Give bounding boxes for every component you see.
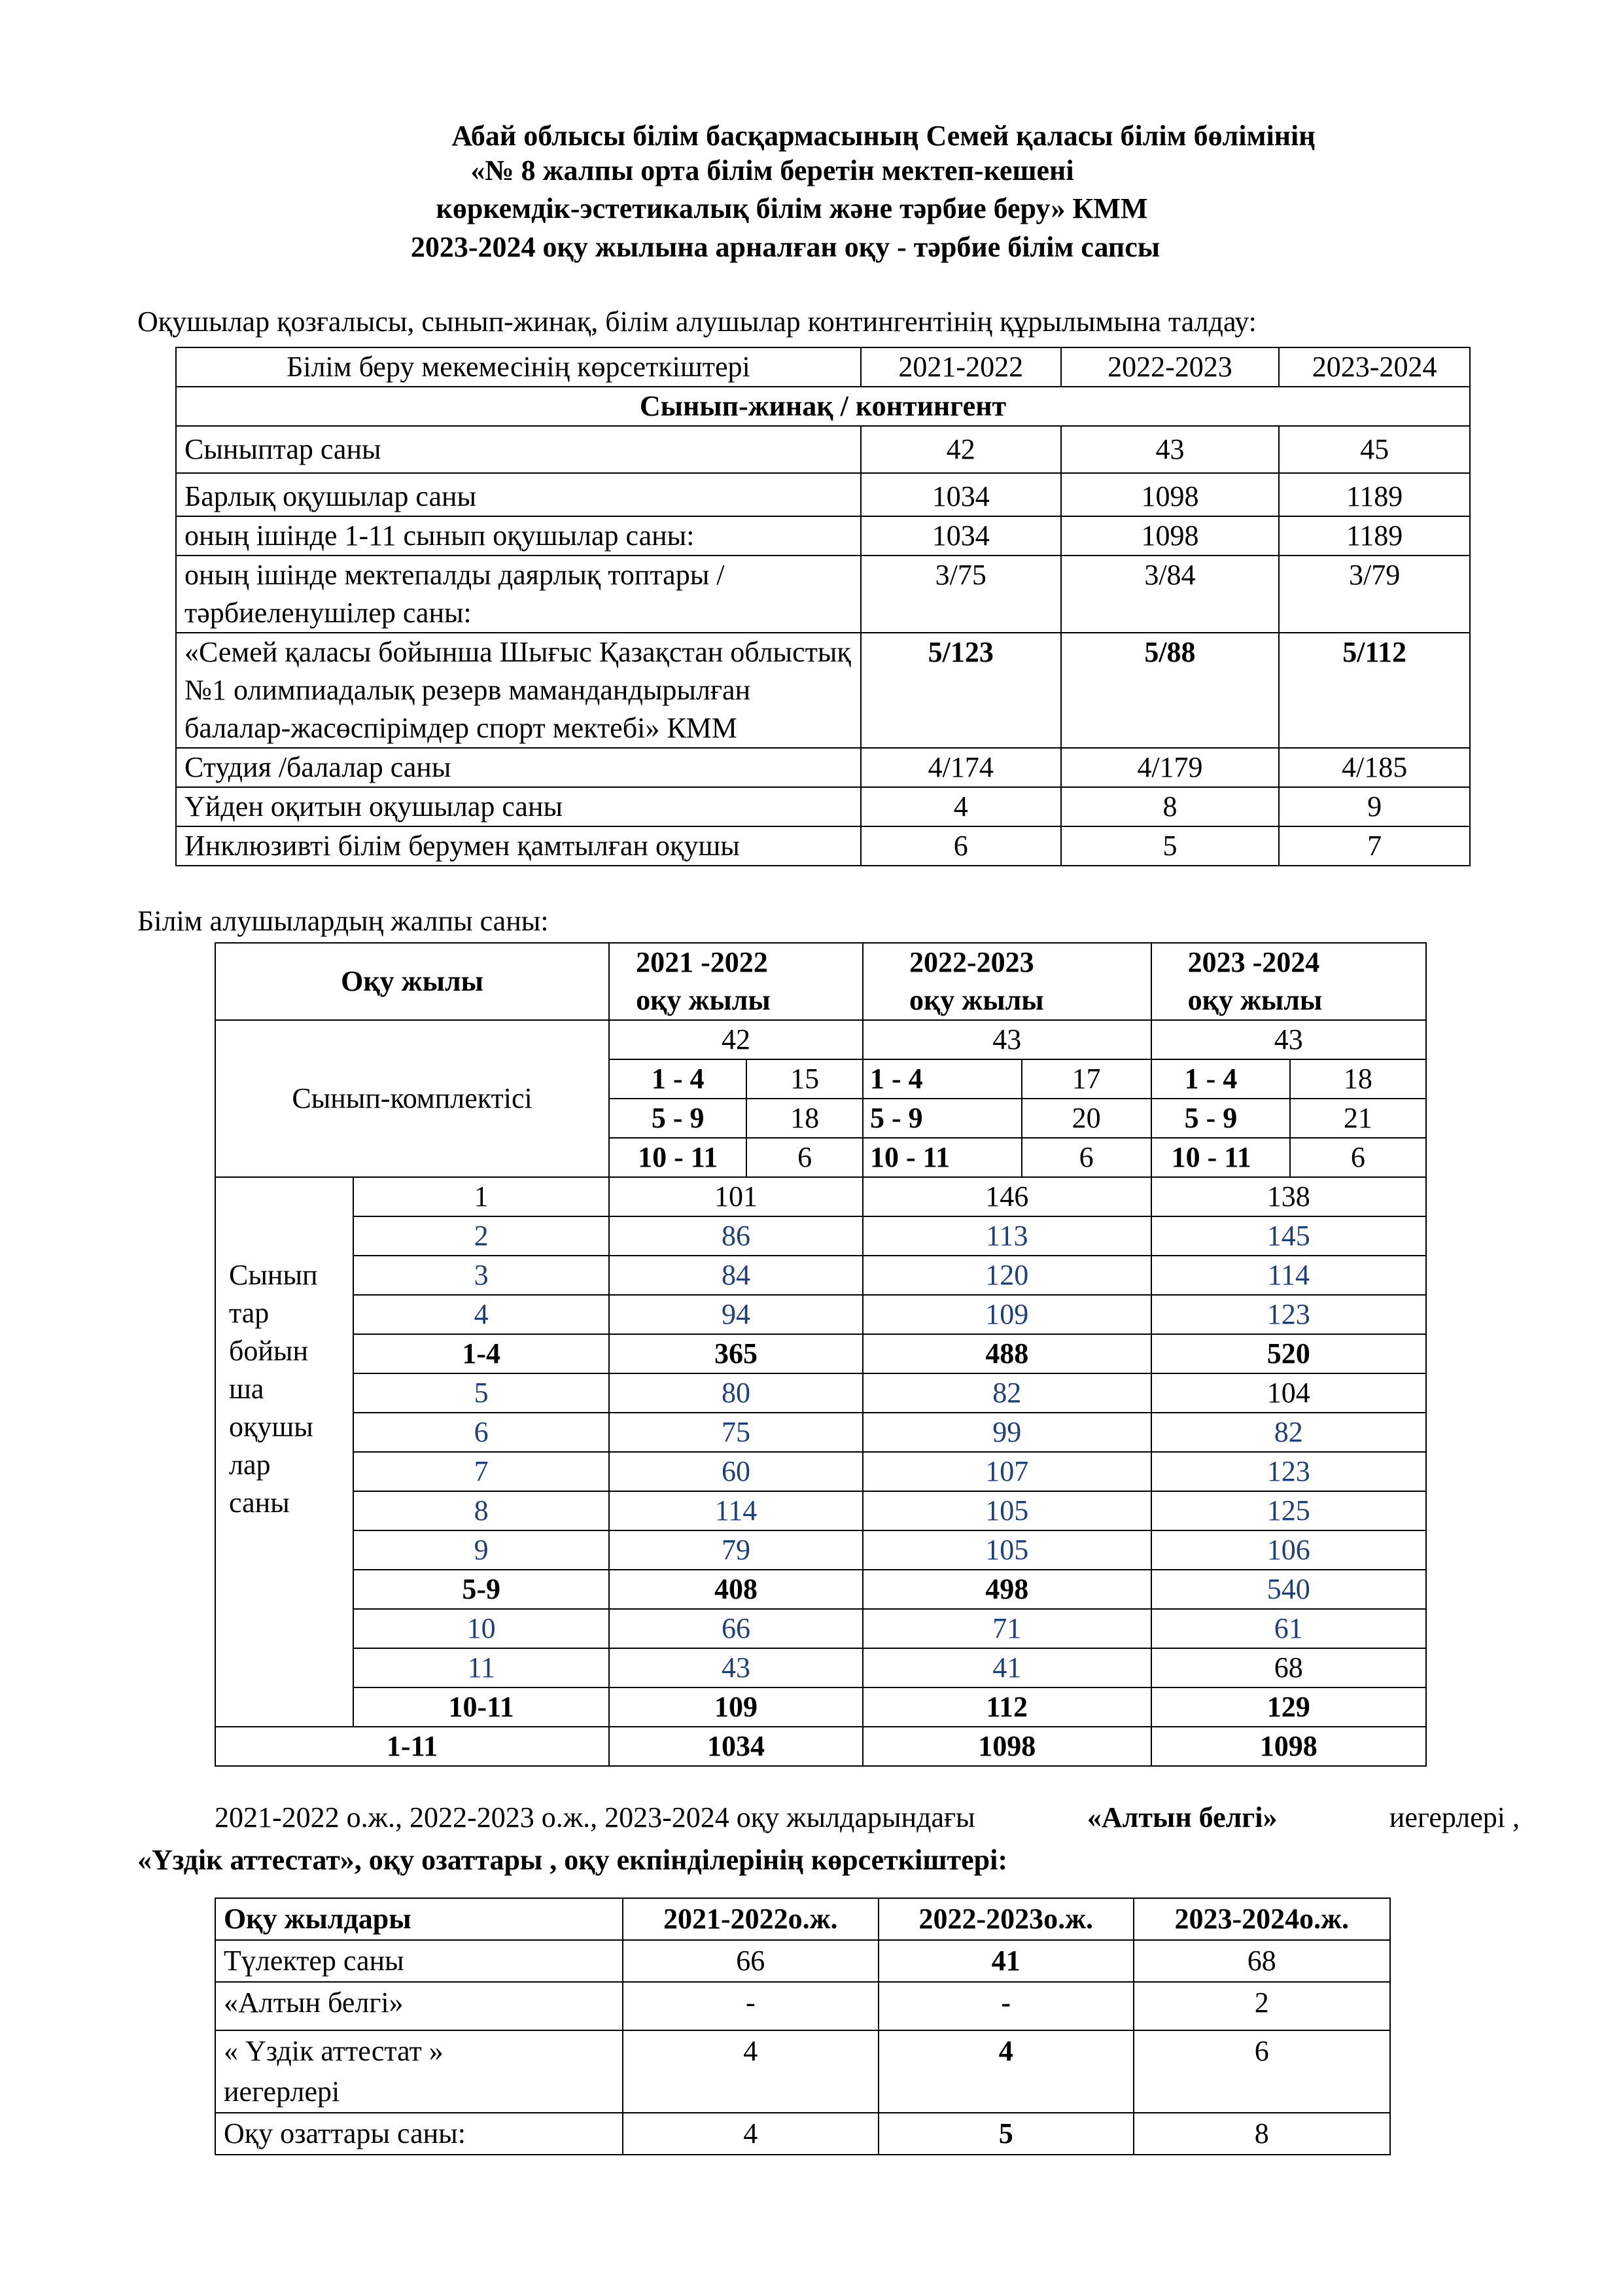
total-label: 1-11	[215, 1727, 609, 1766]
cell: 41	[879, 1940, 1133, 1982]
cell: 1098	[1061, 516, 1280, 556]
para-text: 2021-2022 о.ж., 2022-2023 о.ж., 2023-2024 оқу жылдарындағы	[215, 1801, 975, 1833]
year-sub: оқу жылы	[636, 984, 771, 1016]
cell: 61	[1151, 1609, 1426, 1648]
cell: 82	[1151, 1413, 1426, 1452]
grade-label: 9	[353, 1530, 609, 1570]
cell: 1 - 4	[863, 1059, 1022, 1099]
table-row	[215, 1256, 1426, 1295]
cell: 6	[861, 826, 1061, 866]
header-cell: Оқу жылы	[215, 943, 609, 1020]
cell: 10 - 11	[609, 1138, 746, 1177]
year-label: 2021 -2022	[636, 946, 768, 978]
table-row	[176, 473, 1470, 516]
table-row	[215, 1295, 1426, 1334]
cell: 1098	[1061, 473, 1280, 516]
table-row	[215, 1177, 1426, 1216]
cell: 101	[609, 1177, 863, 1216]
cell: 5 - 9	[1151, 1099, 1290, 1138]
table-header-row	[215, 943, 1426, 1020]
row-label: Оқу озаттары саны:	[215, 2113, 623, 2155]
cell: 8	[1134, 2113, 1391, 2155]
header-cell	[1151, 943, 1426, 1020]
row-label: «Алтын белгі»	[215, 1982, 623, 2030]
cell: 1189	[1279, 516, 1470, 556]
cell: 9	[1279, 787, 1470, 826]
cell: 1189	[1279, 473, 1470, 516]
table-row	[215, 1334, 1426, 1373]
table-row	[215, 1609, 1426, 1648]
cell: 488	[863, 1334, 1151, 1373]
cell: 114	[609, 1491, 863, 1530]
table-row	[215, 2030, 1390, 2113]
cell: 5	[879, 2113, 1133, 2155]
header-cell: 2021-2022	[861, 347, 1061, 387]
cell: 6	[746, 1138, 863, 1177]
cell: -	[879, 1982, 1133, 2030]
cell: 18	[1290, 1059, 1426, 1099]
cell: 41	[863, 1648, 1151, 1687]
cell: 4/185	[1279, 748, 1470, 787]
year-label: 2023 -2024	[1187, 946, 1320, 978]
cell: 125	[1151, 1491, 1426, 1530]
year-label: 2022-2023	[909, 946, 1034, 978]
cell: 129	[1151, 1687, 1426, 1727]
table-row	[176, 516, 1470, 556]
cell: 408	[609, 1570, 863, 1609]
cell: 5 - 9	[609, 1099, 746, 1138]
table-row	[176, 426, 1470, 473]
cell: 8	[1061, 787, 1280, 826]
cell: 4	[861, 787, 1061, 826]
cell: 79	[609, 1530, 863, 1570]
cell: 43	[1151, 1020, 1426, 1059]
cell: 5/112	[1279, 633, 1470, 748]
cell: 5/88	[1061, 633, 1280, 748]
header-cell: Білім беру мекемесінің көрсеткіштері	[176, 347, 861, 387]
cell: 43	[609, 1648, 863, 1687]
row-label: оның ішінде мектепалды даярлық топтары / тәрбиеленушілер саны:	[176, 556, 861, 633]
cell: 3/84	[1061, 556, 1280, 633]
table-row	[215, 2113, 1390, 2155]
cell: 498	[863, 1570, 1151, 1609]
row-label: « Үздік аттестат » иегерлері	[215, 2030, 623, 2113]
complect-label: Сынып-комплектісі	[215, 1020, 609, 1177]
cell: 4/174	[861, 748, 1061, 787]
table-row	[215, 1491, 1426, 1530]
cell: 42	[609, 1020, 863, 1059]
total-row	[215, 1727, 1426, 1766]
cell: 2	[1134, 1982, 1391, 2030]
cell: 6	[1022, 1138, 1151, 1177]
table-row	[176, 556, 1470, 633]
graduates-table	[215, 1898, 1391, 2155]
header-cell	[863, 943, 1151, 1020]
cell: 66	[609, 1609, 863, 1648]
cell: 105	[863, 1530, 1151, 1570]
grade-label: 1	[353, 1177, 609, 1216]
table-row	[215, 1570, 1426, 1609]
cell: 18	[746, 1099, 863, 1138]
cell: 146	[863, 1177, 1151, 1216]
cell: 4	[623, 2113, 879, 2155]
cell: 107	[863, 1452, 1151, 1491]
header-cell: 2023-2024о.ж.	[1134, 1898, 1391, 1940]
students-by-grade-table	[215, 942, 1427, 1767]
cell: 21	[1290, 1099, 1426, 1138]
cell: 4	[623, 2030, 879, 2113]
cell: 365	[609, 1334, 863, 1373]
side-label: Сынып тар бойын ша оқушы лар саны	[215, 1177, 353, 1727]
cell: 68	[1134, 1940, 1391, 1982]
cell: 20	[1022, 1099, 1151, 1138]
cell: 109	[609, 1687, 863, 1727]
table-row	[176, 748, 1470, 787]
grade-label: 8	[353, 1491, 609, 1530]
cell: -	[623, 1982, 879, 2030]
cell: 5	[1061, 826, 1280, 866]
header-line-2: «№ 8 жалпы орта білім беретін мектеп-кешені	[470, 154, 1074, 186]
cell: 138	[1151, 1177, 1426, 1216]
cell: 43	[1061, 426, 1280, 473]
cell: 1 - 4	[609, 1059, 746, 1099]
grade-label: 1-4	[353, 1334, 609, 1373]
row-label: «Семей қаласы бойынша Шығыс Қазақстан облыстық №1 олимпиадалық резерв мамандандырылған балалар-жасөспірімдер спорт мектебі» КММ	[176, 633, 861, 748]
table-row	[215, 1687, 1426, 1727]
cell: 15	[746, 1059, 863, 1099]
grade-label: 7	[353, 1452, 609, 1491]
cell: 520	[1151, 1334, 1426, 1373]
cell: 68	[1151, 1648, 1426, 1687]
cell: 94	[609, 1295, 863, 1334]
para-text: иегерлері ,	[1389, 1801, 1520, 1833]
cell: 112	[863, 1687, 1151, 1727]
row-label: оның ішінде 1-11 сынып оқушылар саны:	[176, 516, 861, 556]
cell: 86	[609, 1216, 863, 1256]
cell: 5 - 9	[863, 1099, 1022, 1138]
table-row	[215, 1452, 1426, 1491]
cell: 3/75	[861, 556, 1061, 633]
table-row	[215, 1373, 1426, 1413]
grade-label: 5	[353, 1373, 609, 1413]
cell: 80	[609, 1373, 863, 1413]
row-label: Студия /балалар саны	[176, 748, 861, 787]
table-header-row	[215, 1898, 1390, 1940]
grade-label: 10	[353, 1609, 609, 1648]
cell: 1034	[861, 516, 1061, 556]
table-row	[215, 1982, 1390, 2030]
table-row	[215, 1020, 1426, 1059]
intro-text: Оқушылар қозғалысы, сынып-жинақ, білім алушылар контингентінің құрылымына талдау:	[137, 306, 1257, 338]
contingent-table	[175, 347, 1471, 866]
cell: 123	[1151, 1295, 1426, 1334]
header-cell	[609, 943, 863, 1020]
cell: 6	[1290, 1138, 1426, 1177]
cell: 114	[1151, 1256, 1426, 1295]
row-label: Инклюзивті білім берумен қамтылған оқушы	[176, 826, 861, 866]
paragraph-line-2: «Үздік аттестат», оқу озаттары , оқу екпінділерінің көрсеткіштері:	[137, 1844, 1008, 1876]
table-row	[215, 1648, 1426, 1687]
cell: 10 - 11	[863, 1138, 1022, 1177]
grade-label: 5-9	[353, 1570, 609, 1609]
cell: 1034	[609, 1727, 863, 1766]
header-cell: 2023-2024	[1279, 347, 1470, 387]
cell: 106	[1151, 1530, 1426, 1570]
cell: 82	[863, 1373, 1151, 1413]
grade-label: 10-11	[353, 1687, 609, 1727]
cell: 109	[863, 1295, 1151, 1334]
table-row	[215, 1530, 1426, 1570]
grade-label: 2	[353, 1216, 609, 1256]
cell: 42	[861, 426, 1061, 473]
cell: 1098	[1151, 1727, 1426, 1766]
cell: 43	[863, 1020, 1151, 1059]
header-line-1: Абай облысы білім басқармасының Семей қаласы білім бөлімінің	[451, 120, 1316, 152]
cell: 1098	[863, 1727, 1151, 1766]
section-row	[176, 387, 1470, 426]
cell: 540	[1151, 1570, 1426, 1609]
row-label: Үйден оқитын оқушылар саны	[176, 787, 861, 826]
cell: 45	[1279, 426, 1470, 473]
table-row	[176, 826, 1470, 866]
year-sub: оқу жылы	[909, 984, 1044, 1016]
paragraph-line-1	[215, 1801, 1520, 1834]
cell: 104	[1151, 1373, 1426, 1413]
cell: 145	[1151, 1216, 1426, 1256]
grade-label: 3	[353, 1256, 609, 1295]
row-label: Түлектер саны	[215, 1940, 623, 1982]
header-cell: 2022-2023	[1061, 347, 1280, 387]
table-header-row	[176, 347, 1470, 387]
table-row	[176, 633, 1470, 748]
header-line-4: 2023-2024 оқу жылына арналған оқу - тәрбие білім сапсы	[410, 231, 1161, 263]
table-row	[176, 787, 1470, 826]
cell: 75	[609, 1413, 863, 1452]
cell: 66	[623, 1940, 879, 1982]
grade-label: 6	[353, 1413, 609, 1452]
grade-label: 4	[353, 1295, 609, 1334]
cell: 123	[1151, 1452, 1426, 1491]
header-line-3: көркемдік-эстетикалық білім және тәрбие беру» КММ	[436, 192, 1148, 224]
header-cell: 2021-2022о.ж.	[623, 1898, 879, 1940]
cell: 6	[1134, 2030, 1391, 2113]
table-row	[215, 1940, 1390, 1982]
para-bold: «Алтын белгі»	[1087, 1801, 1278, 1833]
cell: 3/79	[1279, 556, 1470, 633]
cell: 4/179	[1061, 748, 1280, 787]
table-row	[215, 1216, 1426, 1256]
cell: 71	[863, 1609, 1151, 1648]
cell: 105	[863, 1491, 1151, 1530]
year-sub: оқу жылы	[1187, 984, 1323, 1016]
row-label: Сыныптар саны	[176, 426, 861, 473]
subtitle-total-students: Білім алушылардың жалпы саны:	[137, 905, 549, 937]
cell: 5/123	[861, 633, 1061, 748]
cell: 4	[879, 2030, 1133, 2113]
cell: 1 - 4	[1151, 1059, 1290, 1099]
header-cell: 2022-2023о.ж.	[879, 1898, 1133, 1940]
cell: 1034	[861, 473, 1061, 516]
cell: 99	[863, 1413, 1151, 1452]
grade-label: 11	[353, 1648, 609, 1687]
section-title: Сынып-жинақ / контингент	[176, 387, 1470, 426]
header-cell: Оқу жылдары	[215, 1898, 623, 1940]
cell: 113	[863, 1216, 1151, 1256]
table-row	[215, 1413, 1426, 1452]
cell: 17	[1022, 1059, 1151, 1099]
cell: 60	[609, 1452, 863, 1491]
cell: 7	[1279, 826, 1470, 866]
row-label: Барлық оқушылар саны	[176, 473, 861, 516]
cell: 120	[863, 1256, 1151, 1295]
cell: 10 - 11	[1151, 1138, 1290, 1177]
cell: 84	[609, 1256, 863, 1295]
